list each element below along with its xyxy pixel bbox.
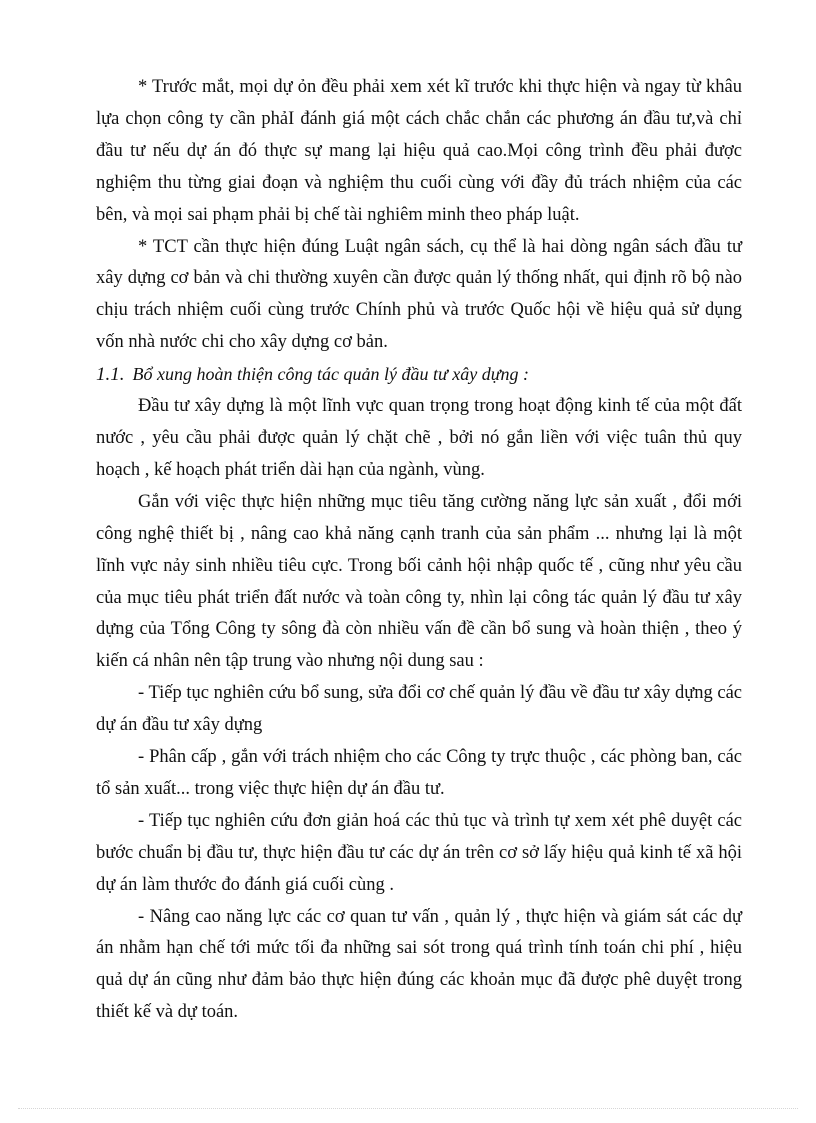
bullet-item-2: - Phân cấp , gắn với trách nhiệm cho các Công ty trực thuộc , các phòng ban, các tổ sản xuất... trong việc thực hiện dự án đầu tư. [96,747,742,799]
paragraph-2: * TCT cần thực hiện đúng Luật ngân sách, cụ thể là hai dòng ngân sách đầu tư xây dựng cơ bản và chi thường xuyên cần được quản lý thống nhất, qui định rõ bộ nào chịu trách nhiệm cuối cùng trước Chính phủ và trước Quốc hội về hiệu quả sử dụng vốn nhà nước chi cho xây dựng cơ bản. [96,236,742,353]
section-title: Bổ xung hoàn thiện công tác quản lý đầu tư xây dựng : [132,364,530,385]
page-bottom-divider [18,1108,798,1109]
section-number: 1.1. [96,364,125,386]
bullet-item-3: - Tiếp tục nghiên cứu đơn giản hoá các thủ tục và trình tự xem xét phê duyệt các bước chuẩn bị đầu tư, thực hiện đầu tư các dự án trên cơ sở lấy hiệu quả kinh tế xã hội dự án làm thước đo đánh giá cuối cùng . [96,810,742,895]
document-body [96,72,742,1029]
bullet-item-4: - Nâng cao năng lực các cơ quan tư vấn , quản lý , thực hiện và giám sát các dự án nhằm hạn chế tới mức tối đa những sai sót trong quá trình tính toán chi phí , hiệu quả dự án cũng như đảm bảo thực hiện đúng các khoản mục đã được phê duyệt trong thiết kế và dự toán. [96,906,742,1023]
paragraph-4: Gắn với việc thực hiện những mục tiêu tăng cường năng lực sản xuất , đổi mới công nghệ thiết bị , nâng cao khả năng cạnh tranh của sản phẩm ... nhưng lại là một lĩnh vực nảy sinh nhiều tiêu cực. Trong bối cảnh hội nhập quốc tế , cũng như yêu cầu của mục tiêu phát triển đất nước và toàn công ty, nhìn lại công tác quản lý đầu tư xây dựng của Tổng Công ty sông đà còn nhiều vấn đề cần bổ sung và hoàn thiện , theo ý kiến cá nhân nên tập trung vào nhưng nội dung sau : [96,491,742,672]
paragraph-3: Đầu tư xây dựng là một lĩnh vực quan trọng trong hoạt động kinh tế của một đất nước , yêu cầu phải được quản lý chặt chẽ , bởi nó gắn liền với việc tuân thủ quy hoạch , kế hoạch phát triển dài hạn của ngành, vùng. [96,396,742,480]
bullet-item-1: - Tiếp tục nghiên cứu bổ sung, sửa đổi cơ chế quản lý đầu về đầu tư xây dựng các dự án đầu tư xây dựng [96,683,742,736]
section-heading [96,359,742,391]
paragraph-1: * Trước mắt, mọi dự ỏn đều phải xem xét kĩ trước khi thực hiện và ngay từ khâu lựa chọn công ty cần phảI đánh giá một cách chắc chắn các phương án đầu tư,và chỉ đầu tư nếu dự án đó thực sự mang lại hiệu quả cao.Mọi công trình đều phải được nghiệm thu từng giai đoạn và nghiệm thu cuối cùng với đầy đủ trách nhiệm của các bên, và mọi sai phạm phải bị chế tài nghiêm minh theo pháp luật. [96,77,742,225]
